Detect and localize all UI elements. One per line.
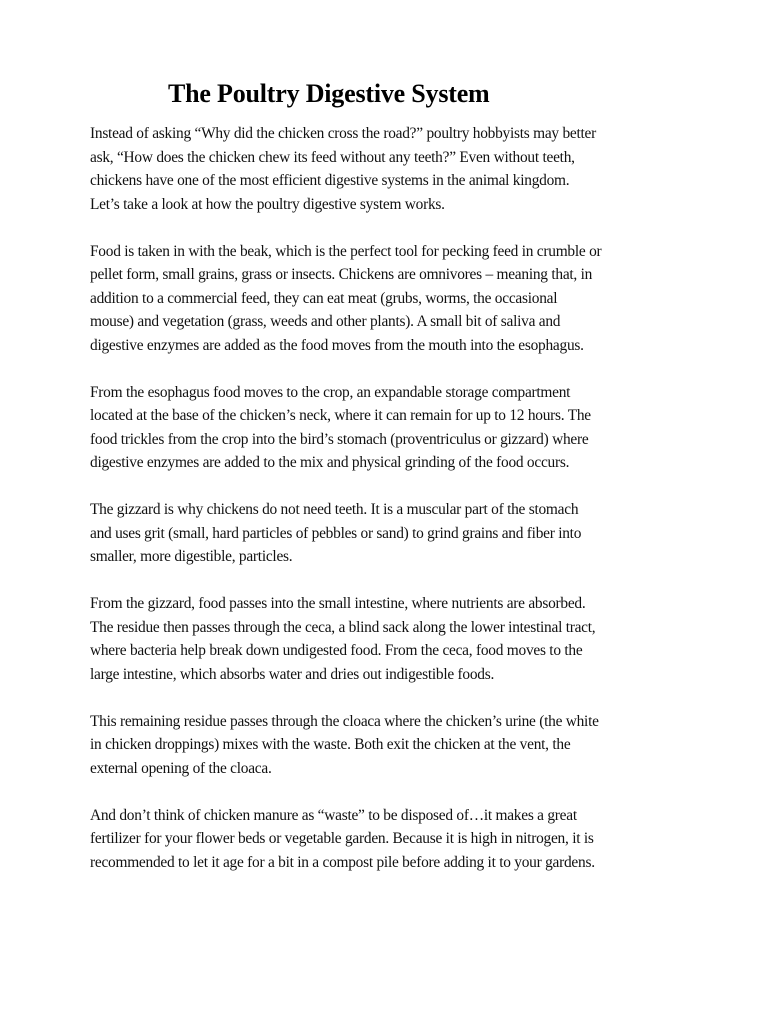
text-line: Let’s take a look at how the poultry digestive system works. bbox=[90, 195, 445, 213]
text-line: large intestine, which absorbs water and dries out indigestible foods. bbox=[90, 665, 495, 683]
text-line: The gizzard is why chickens do not need teeth. It is a muscular part of the stomach bbox=[90, 501, 579, 518]
text-line: where bacteria help break down undigested food. From the ceca, food moves to the bbox=[90, 642, 583, 659]
text-line: smaller, more digestible, particles. bbox=[90, 548, 293, 565]
text-line: The residue then passes through the ceca, a blind sack along the lower intestinal tract, bbox=[90, 618, 596, 636]
text-line: From the esophagus food moves to the crop, an expandable storage compartment bbox=[90, 383, 571, 401]
text-line: in chicken droppings) mixes with the waste. Both exit the chicken at the vent, the bbox=[90, 736, 571, 753]
paragraph-cloaca bbox=[90, 710, 690, 781]
paragraph-gizzard bbox=[90, 498, 690, 569]
document-body bbox=[90, 122, 690, 898]
paragraph-crop bbox=[90, 381, 690, 475]
paragraph-manure bbox=[90, 804, 690, 875]
text-line: recommended to let it age for a bit in a compost pile before adding it to your gardens. bbox=[90, 853, 595, 871]
text-line: digestive enzymes are added as the food moves from the mouth into the esophagus. bbox=[90, 336, 584, 354]
text-line: ask, “How does the chicken chew its feed without any teeth?” Even without teeth, bbox=[90, 148, 575, 166]
paragraph-beak bbox=[90, 240, 690, 358]
text-line: and uses grit (small, hard particles of pebbles or sand) to grind grains and fiber into bbox=[90, 524, 582, 542]
text-line: located at the base of the chicken’s neck, where it can remain for up to 12 hours. The bbox=[90, 407, 591, 424]
paragraph-intestine bbox=[90, 592, 690, 686]
text-line: Instead of asking “Why did the chicken cross the road?” poultry hobbyists may better bbox=[90, 125, 596, 142]
text-line: And don’t think of chicken manure as “waste” to be disposed of…it makes a great bbox=[90, 806, 577, 824]
text-line: external opening of the cloaca. bbox=[90, 759, 272, 777]
text-line: fertilizer for your flower beds or vegetable garden. Because it is high in nitrogen, it is bbox=[90, 830, 594, 847]
text-line: Food is taken in with the beak, which is the perfect tool for pecking feed in crumble or bbox=[90, 242, 602, 260]
text-line: addition to a commercial feed, they can eat meat (grubs, worms, the occasional bbox=[90, 289, 558, 307]
paragraph-intro bbox=[90, 122, 690, 216]
text-line: food trickles from the crop into the bird’s stomach (proventriculus or gizzard) where bbox=[90, 430, 589, 448]
text-line: digestive enzymes are added to the mix and physical grinding of the food occurs. bbox=[90, 454, 570, 471]
text-line: chickens have one of the most efficient digestive systems in the animal kingdom. bbox=[90, 172, 570, 189]
text-line: pellet form, small grains, grass or insects. Chickens are omnivores – meaning that, in bbox=[90, 266, 593, 283]
text-line: This remaining residue passes through the cloaca where the chicken’s urine (the white bbox=[90, 712, 599, 730]
text-line: From the gizzard, food passes into the small intestine, where nutrients are absorbed. bbox=[90, 595, 586, 612]
document-title: The Poultry Digestive System bbox=[168, 79, 490, 108]
text-line: mouse) and vegetation (grass, weeds and other plants). A small bit of saliva and bbox=[90, 313, 561, 330]
